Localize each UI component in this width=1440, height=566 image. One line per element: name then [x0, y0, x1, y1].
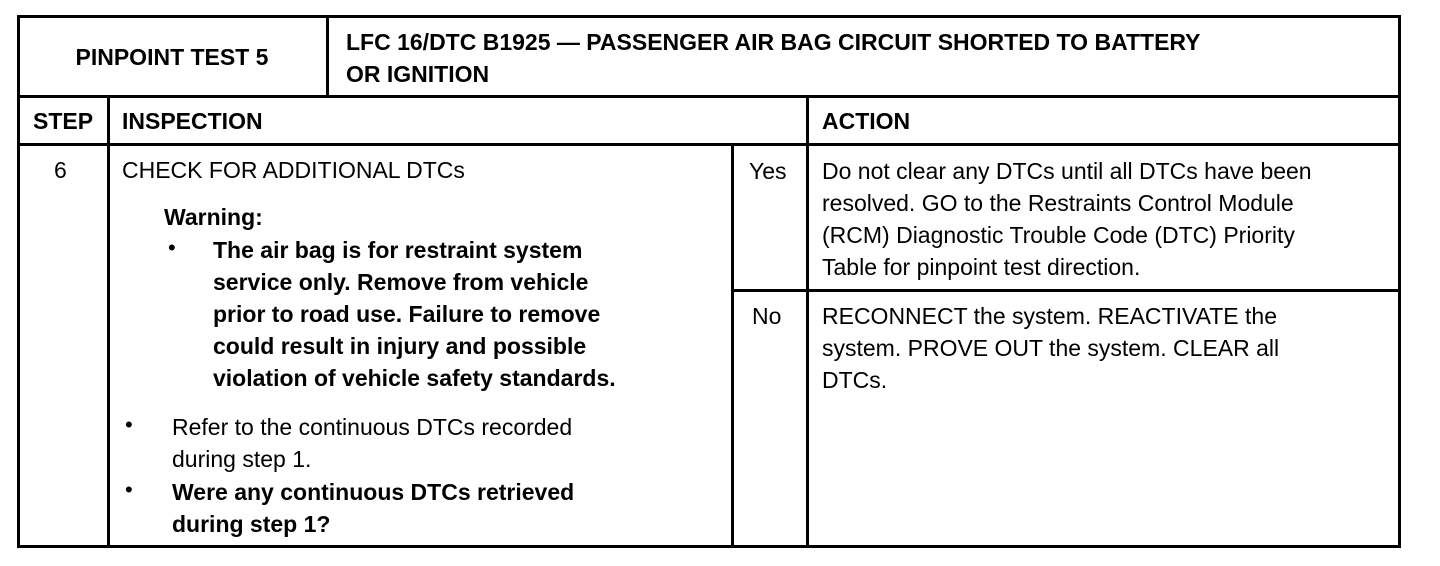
no-action: [822, 300, 1279, 396]
warning-label: Warning:: [164, 204, 263, 230]
inspection-header: INSPECTION: [122, 108, 263, 134]
yes-no-divider: [731, 289, 1401, 292]
warning-text: [213, 234, 616, 394]
yes-action-line: Table for pinpoint test direction.: [822, 254, 1141, 280]
yes-action-line: resolved. GO to the Restraints Control Module: [822, 190, 1294, 216]
warning-line: could result in injury and possible: [213, 333, 587, 359]
yes-action: [822, 155, 1312, 283]
warning-line: prior to road use. Failure to remove: [213, 301, 601, 327]
test-name: [346, 26, 1386, 90]
step-header: STEP: [33, 108, 94, 134]
warning-line: violation of vehicle safety standards.: [213, 365, 616, 391]
action-header: ACTION: [822, 108, 911, 134]
test-label: PINPOINT TEST 5: [75, 43, 269, 70]
no-action-line: DTCs.: [822, 367, 888, 393]
bullet-1-symbol: •: [125, 412, 133, 437]
bullet-2-text: [172, 476, 574, 540]
yes-action-line: Do not clear any DTCs until all DTCs have been: [822, 158, 1312, 184]
warning-bullet: •: [168, 235, 176, 260]
bullet-2-symbol: •: [125, 477, 133, 502]
bullet-1-line: Refer to the continuous DTCs recorded: [172, 414, 573, 440]
no-label: No: [752, 303, 782, 329]
test-name-line-2: OR IGNITION: [346, 61, 490, 87]
answer-column-divider: [731, 143, 734, 548]
bullet-2-line: during step 1?: [172, 511, 331, 537]
bullet-1-line: during step 1.: [172, 446, 312, 472]
yes-action-line: (RCM) Diagnostic Trouble Code (DTC) Priority: [822, 222, 1295, 248]
no-action-line: system. PROVE OUT the system. CLEAR all: [822, 335, 1280, 361]
test-name-line-1: LFC 16/DTC B1925 — PASSENGER AIR BAG CIRCUIT SHORTED TO BATTERY: [346, 29, 1201, 55]
bullet-1-text: [172, 411, 572, 475]
step-number: 6: [54, 157, 67, 183]
step-column-divider: [107, 95, 110, 548]
warning-line: service only. Remove from vehicle: [213, 269, 589, 295]
action-column-divider: [806, 95, 809, 548]
header-bottom-rule: [17, 143, 1401, 146]
warning-line: The air bag is for restraint system: [213, 237, 583, 263]
no-action-line: RECONNECT the system. REACTIVATE the: [822, 303, 1277, 329]
bullet-2-line: Were any continuous DTCs retrieved: [172, 479, 575, 505]
check-title: CHECK FOR ADDITIONAL DTCs: [122, 157, 465, 183]
yes-label: Yes: [749, 158, 787, 184]
